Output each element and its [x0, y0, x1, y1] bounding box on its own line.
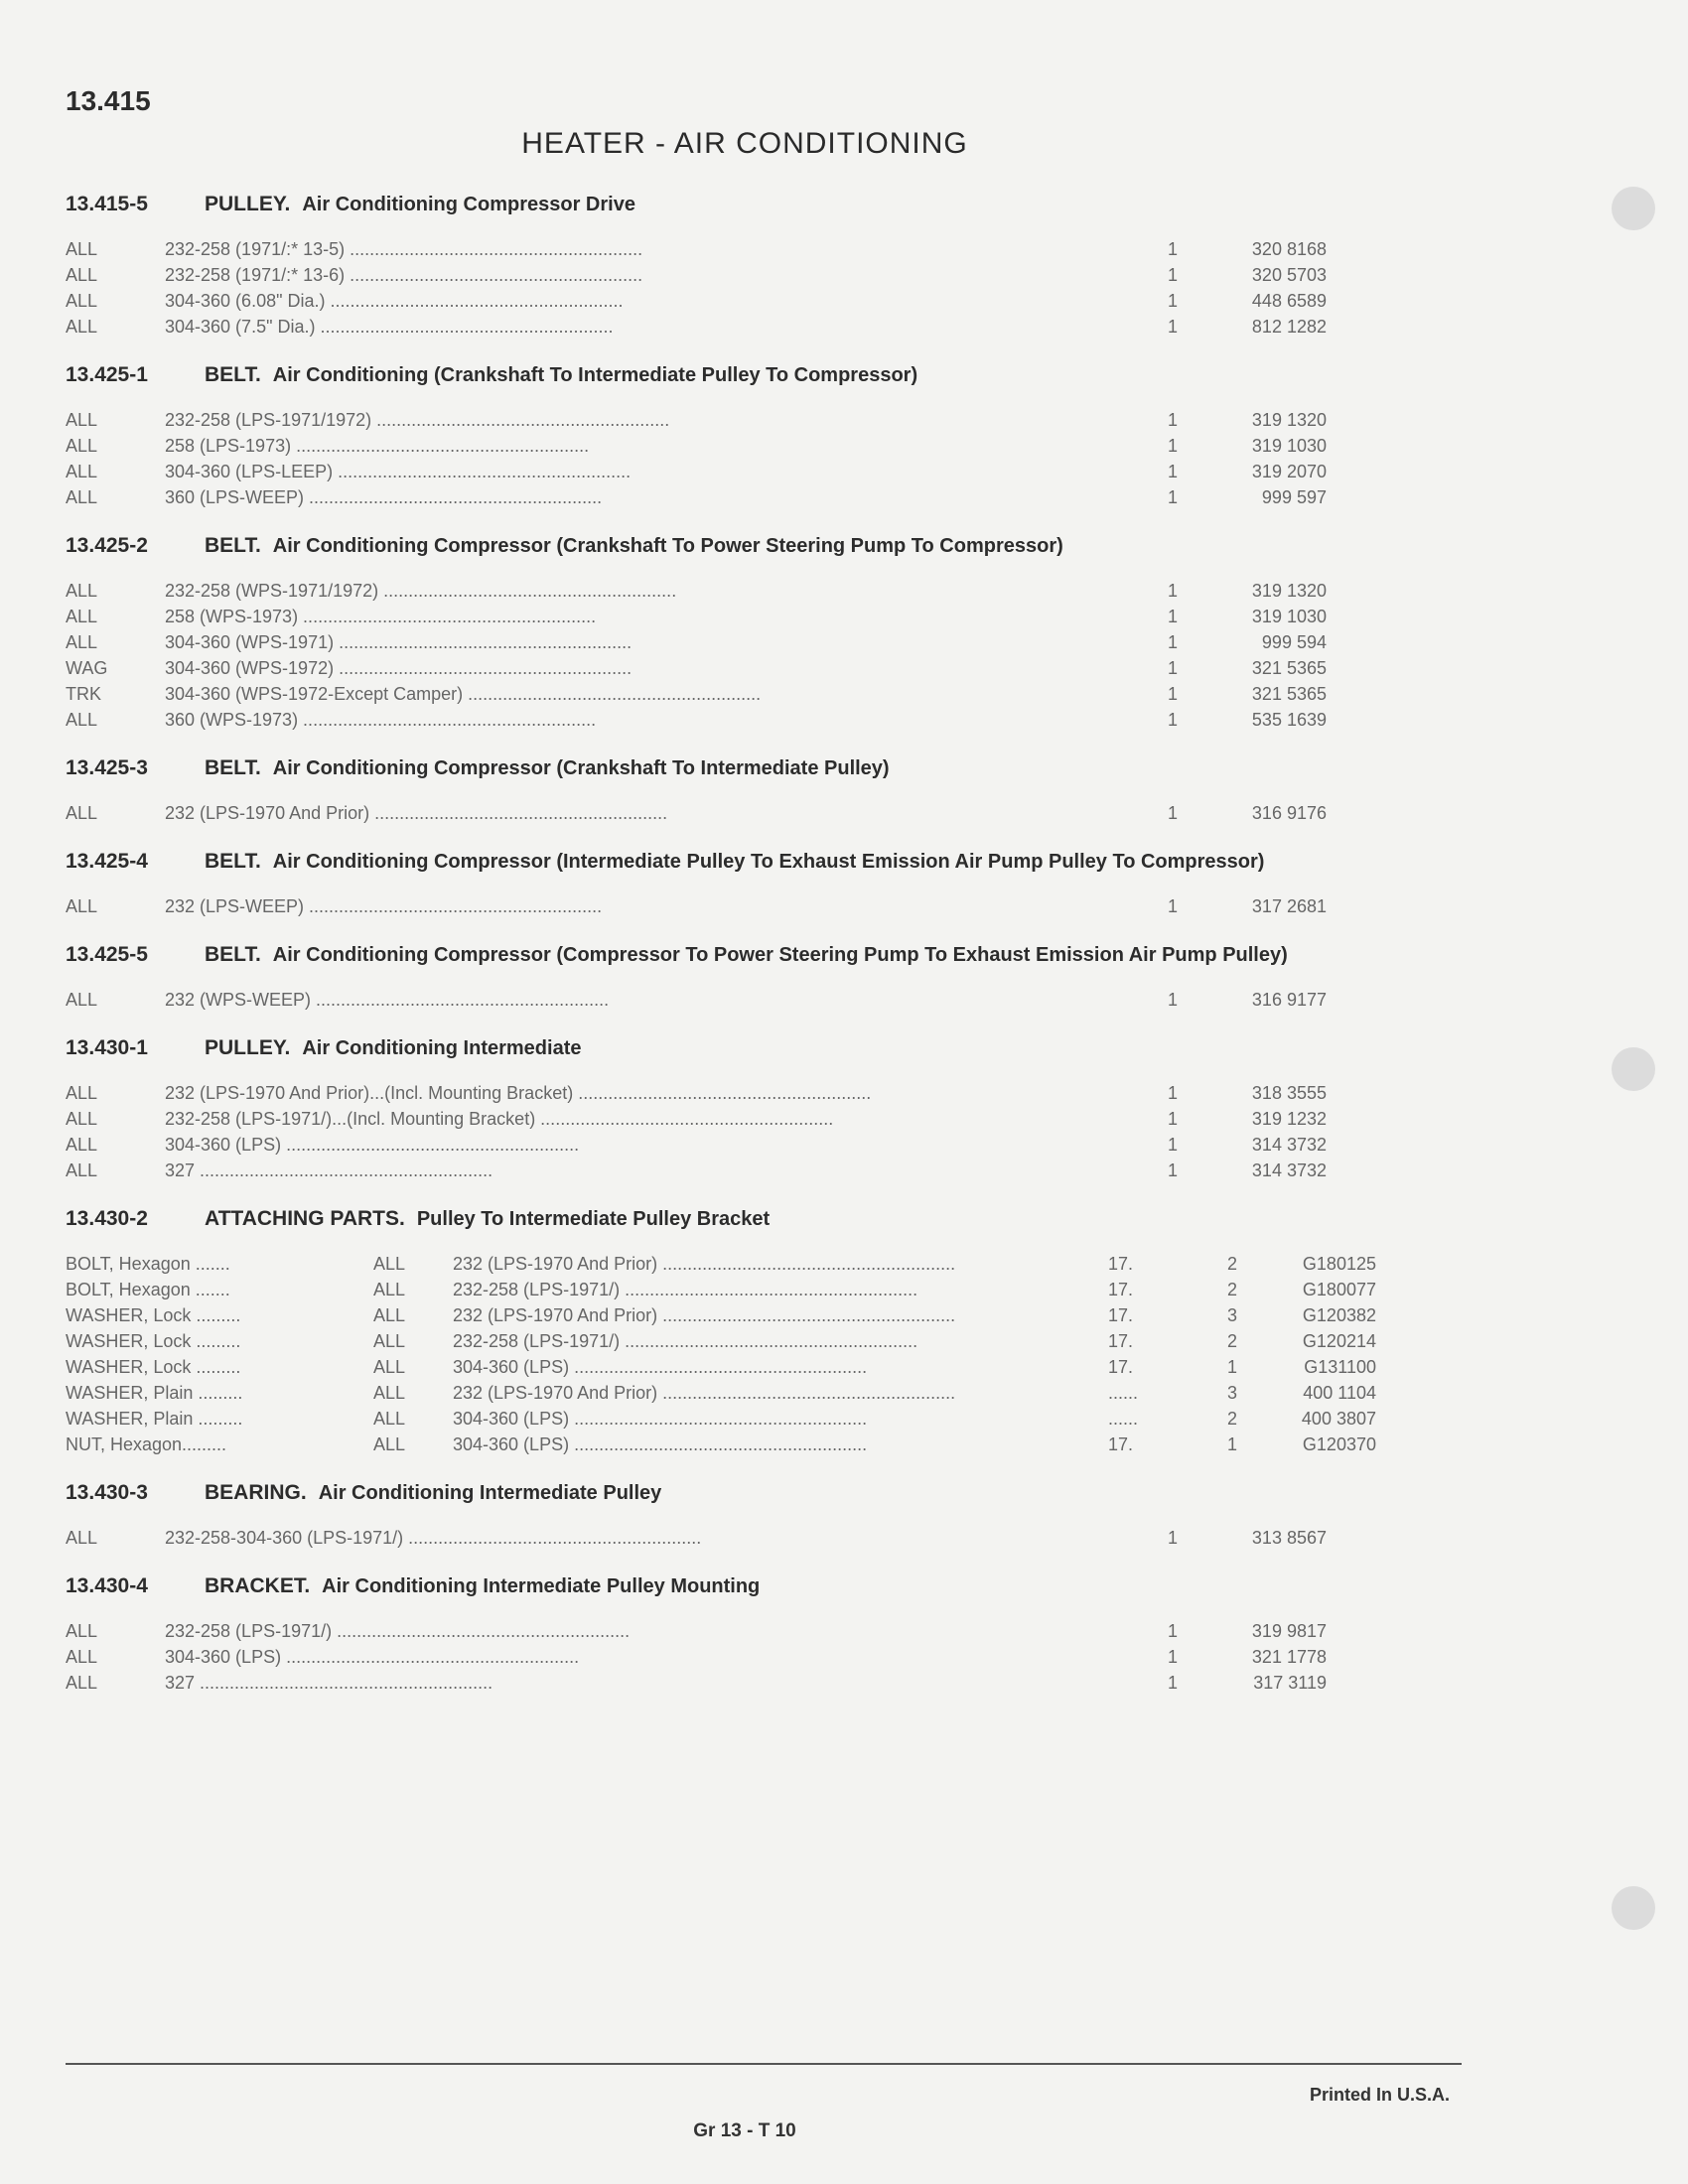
part-row [66, 629, 1396, 655]
model-description: 232 (LPS-1970 And Prior)...(Incl. Mounting Bracket) ........................................................... [165, 1083, 872, 1103]
part-number: 313 8567 [1251, 1528, 1327, 1548]
reference: 17. [1108, 1331, 1134, 1351]
part-number: 321 1778 [1251, 1647, 1327, 1667]
section-heading [66, 848, 1396, 876]
parts-section [66, 1479, 1396, 1551]
section-heading [66, 1205, 1396, 1233]
part-row [66, 314, 1396, 340]
part-row [66, 1644, 1396, 1670]
application: ALL [66, 1528, 98, 1548]
quantity: 1 [1167, 658, 1178, 678]
reference: ...... [1108, 1409, 1139, 1429]
section-name: BELT. [205, 850, 261, 873]
quantity: 1 [1167, 436, 1178, 456]
part-row [66, 800, 1396, 826]
application: ALL [66, 239, 98, 259]
part-number: 319 1030 [1251, 607, 1327, 626]
part-row [66, 1277, 1396, 1302]
quantity: 1 [1167, 684, 1178, 704]
part-number: 317 2681 [1251, 896, 1327, 916]
model-description: 232 (WPS-WEEP) ........................................................... [165, 990, 610, 1010]
section-number: 13.425-5 [66, 943, 148, 966]
application: ALL [66, 581, 98, 601]
item-name: BOLT, Hexagon ....... [66, 1280, 230, 1299]
quantity: 1 [1167, 317, 1178, 337]
punch-hole [1612, 1886, 1655, 1930]
section-heading-text [205, 1479, 661, 1507]
part-number: 318 3555 [1251, 1083, 1327, 1103]
quantity: 1 [1167, 803, 1178, 823]
application: ALL [373, 1305, 406, 1325]
item-name: WASHER, Plain ......... [66, 1409, 243, 1429]
quantity: 1 [1167, 632, 1178, 652]
section-name: BRACKET. [205, 1574, 311, 1597]
model-description: 232-258 (1971/:* 13-6) ........................................................... [165, 265, 643, 285]
part-number: 320 5703 [1251, 265, 1327, 285]
section-name: BELT. [205, 363, 261, 386]
section-description: Air Conditioning Compressor (Intermediate Pulley To Exhaust Emission Air Pump Pulley To Compressor) [272, 851, 1265, 873]
application: ALL [66, 436, 98, 456]
part-row [66, 707, 1396, 733]
section-description: Air Conditioning Intermediate Pulley Mounting [322, 1575, 761, 1597]
quantity: 1 [1167, 410, 1178, 430]
model-description: 304-360 (LPS) ........................................................... [453, 1409, 868, 1429]
section-heading [66, 754, 1396, 782]
quantity: 1 [1167, 265, 1178, 285]
part-row [66, 1432, 1396, 1457]
quantity: 1 [1167, 1647, 1178, 1667]
part-number: 400 1104 [1303, 1383, 1376, 1403]
model-description: 304-360 (LPS) ........................................................... [165, 1135, 580, 1155]
quantity: 1 [1167, 1621, 1178, 1641]
application: ALL [66, 990, 98, 1010]
part-number: 314 3732 [1251, 1160, 1327, 1180]
page-reference: Gr 13 - T 10 [693, 2120, 796, 2141]
application: ALL [66, 1135, 98, 1155]
part-number: 999 597 [1261, 487, 1327, 507]
part-number: 321 5365 [1251, 658, 1327, 678]
item-name: WASHER, Lock ......... [66, 1305, 241, 1325]
quantity: 2 [1226, 1254, 1237, 1274]
quantity: 1 [1167, 487, 1178, 507]
part-number: 319 1320 [1251, 410, 1327, 430]
model-description: 232-258 (LPS-1971/) ........................................................... [453, 1331, 918, 1351]
section-heading [66, 191, 1396, 218]
part-row [66, 484, 1396, 510]
application: ALL [66, 1673, 98, 1693]
quantity: 2 [1226, 1280, 1237, 1299]
reference: ...... [1108, 1383, 1139, 1403]
section-description: Air Conditioning Compressor (Crankshaft To Intermediate Pulley) [272, 757, 890, 779]
application: ALL [373, 1383, 406, 1403]
model-description: 304-360 (LPS) ........................................................... [165, 1647, 580, 1667]
part-number: 319 9817 [1251, 1621, 1327, 1641]
application: ALL [66, 632, 98, 652]
part-row [66, 1251, 1396, 1277]
model-description: 232-258 (LPS-1971/1972) ........................................................... [165, 410, 670, 430]
application: ALL [373, 1357, 406, 1377]
model-description: 360 (LPS-WEEP) ........................................................... [165, 487, 603, 507]
model-description: 232 (LPS-1970 And Prior) ........................................................... [165, 803, 668, 823]
section-heading-text [205, 191, 635, 218]
part-row [66, 1406, 1396, 1432]
quantity: 1 [1167, 1528, 1178, 1548]
application: ALL [373, 1409, 406, 1429]
page-title: HEATER - AIR CONDITIONING [521, 127, 968, 160]
section-heading [66, 1479, 1396, 1507]
section-heading [66, 941, 1396, 969]
section-heading-text [205, 941, 1288, 969]
parts-list [66, 191, 1396, 1717]
quantity: 1 [1167, 990, 1178, 1010]
application: ALL [66, 803, 98, 823]
quantity: 1 [1167, 1083, 1178, 1103]
application: ALL [66, 410, 98, 430]
application: ALL [66, 487, 98, 507]
section-heading-text [205, 1205, 770, 1233]
model-description: 304-360 (WPS-1971) ........................................................... [165, 632, 633, 652]
part-row [66, 262, 1396, 288]
model-description: 258 (LPS-1973) ........................................................... [165, 436, 590, 456]
section-description: Air Conditioning Compressor (Crankshaft To Power Steering Pump To Compressor) [272, 535, 1063, 557]
application: ALL [66, 1621, 98, 1641]
application: TRK [66, 684, 101, 704]
reference: 17. [1108, 1305, 1134, 1325]
section-name: BELT. [205, 756, 261, 779]
part-number: 812 1282 [1251, 317, 1327, 337]
part-number: G180077 [1302, 1280, 1376, 1299]
section-name: PULLEY. [205, 1036, 291, 1059]
model-description: 232 (LPS-1970 And Prior) ........................................................... [453, 1305, 956, 1325]
part-number: 320 8168 [1251, 239, 1327, 259]
part-row [66, 1354, 1396, 1380]
item-name: WASHER, Lock ......... [66, 1331, 241, 1351]
model-description: 232 (LPS-1970 And Prior) ........................................................... [453, 1383, 956, 1403]
section-name: BELT. [205, 534, 261, 557]
section-heading [66, 1572, 1396, 1600]
application: ALL [66, 896, 98, 916]
reference: 17. [1108, 1357, 1134, 1377]
section-number: 13.425-4 [66, 850, 148, 873]
printed-note: Printed In U.S.A. [1309, 2085, 1450, 2105]
part-row [66, 1670, 1396, 1696]
model-description: 360 (WPS-1973) ........................................................... [165, 710, 597, 730]
section-number: 13.425-3 [66, 756, 148, 779]
section-description: Pulley To Intermediate Pulley Bracket [416, 1208, 771, 1230]
model-description: 232 (LPS-WEEP) ........................................................... [165, 896, 603, 916]
application: ALL [66, 317, 98, 337]
page-number: 13.415 [66, 85, 151, 116]
reference: 17. [1108, 1434, 1134, 1454]
quantity: 3 [1226, 1305, 1237, 1325]
application: ALL [66, 291, 98, 311]
parts-section [66, 1205, 1396, 1457]
part-number: G120214 [1302, 1331, 1376, 1351]
item-name: NUT, Hexagon......... [66, 1434, 227, 1454]
quantity: 1 [1167, 1160, 1178, 1180]
part-row [66, 1328, 1396, 1354]
quantity: 1 [1167, 607, 1178, 626]
section-number: 13.430-4 [66, 1574, 148, 1597]
part-row [66, 893, 1396, 919]
section-number: 13.430-1 [66, 1036, 148, 1059]
parts-section [66, 532, 1396, 733]
part-number: 314 3732 [1251, 1135, 1327, 1155]
quantity: 1 [1167, 291, 1178, 311]
part-number: G120382 [1302, 1305, 1376, 1325]
part-number: 999 594 [1261, 632, 1327, 652]
section-heading-text [205, 532, 1063, 560]
model-description: 304-360 (WPS-1972-Except Camper) ........................................................... [165, 684, 762, 704]
model-description: 232 (LPS-1970 And Prior) ........................................................... [453, 1254, 956, 1274]
quantity: 1 [1167, 581, 1178, 601]
section-heading-text [205, 754, 890, 782]
section-heading-text [205, 1572, 760, 1600]
quantity: 3 [1226, 1383, 1237, 1403]
quantity: 1 [1167, 462, 1178, 481]
part-number: 321 5365 [1251, 684, 1327, 704]
part-row [66, 1618, 1396, 1644]
part-row [66, 236, 1396, 262]
application: ALL [66, 462, 98, 481]
part-number: 319 1232 [1251, 1109, 1327, 1129]
item-name: WASHER, Plain ......... [66, 1383, 243, 1403]
section-heading [66, 1034, 1396, 1062]
application: ALL [373, 1434, 406, 1454]
section-number: 13.430-3 [66, 1481, 148, 1504]
parts-section [66, 848, 1396, 919]
part-number: 316 9177 [1251, 990, 1327, 1010]
part-row [66, 1158, 1396, 1183]
application: ALL [373, 1254, 406, 1274]
part-row [66, 987, 1396, 1013]
application: ALL [66, 710, 98, 730]
section-number: 13.425-1 [66, 363, 148, 386]
section-name: BELT. [205, 943, 261, 966]
part-row [66, 1380, 1396, 1406]
model-description: 232-258 (LPS-1971/)...(Incl. Mounting Bracket) ........................................................... [165, 1109, 834, 1129]
section-heading [66, 361, 1396, 389]
part-number: 317 3119 [1253, 1673, 1327, 1693]
part-row [66, 1302, 1396, 1328]
application: ALL [66, 1083, 98, 1103]
part-row [66, 288, 1396, 314]
section-heading [66, 532, 1396, 560]
model-description: 304-360 (WPS-1972) ........................................................... [165, 658, 633, 678]
part-row [66, 459, 1396, 484]
application: ALL [373, 1280, 406, 1299]
model-description: 232-258 (LPS-1971/) ........................................................... [453, 1280, 918, 1299]
quantity: 1 [1167, 1135, 1178, 1155]
part-number: G180125 [1302, 1254, 1376, 1274]
application: WAG [66, 658, 108, 678]
model-description: 304-360 (6.08" Dia.) ........................................................... [165, 291, 624, 311]
parts-section [66, 754, 1396, 826]
section-description: Air Conditioning (Crankshaft To Intermediate Pulley To Compressor) [272, 364, 918, 386]
punch-hole [1612, 187, 1655, 230]
model-description: 232-258 (WPS-1971/1972) ........................................................... [165, 581, 677, 601]
application: ALL [373, 1331, 406, 1351]
part-row [66, 655, 1396, 681]
reference: 17. [1108, 1254, 1134, 1274]
footer-rule [66, 2063, 1462, 2065]
application: ALL [66, 607, 98, 626]
section-name: PULLEY. [205, 193, 291, 215]
quantity: 1 [1167, 239, 1178, 259]
model-description: 327 ........................................................... [165, 1160, 493, 1180]
model-description: 258 (WPS-1973) ........................................................... [165, 607, 597, 626]
model-description: 304-360 (LPS) ........................................................... [453, 1357, 868, 1377]
quantity: 2 [1226, 1331, 1237, 1351]
quantity: 1 [1226, 1357, 1237, 1377]
item-name: BOLT, Hexagon ....... [66, 1254, 230, 1274]
section-description: Air Conditioning Compressor Drive [302, 194, 635, 215]
section-number: 13.430-2 [66, 1207, 148, 1230]
application: ALL [66, 1109, 98, 1129]
part-row [66, 1132, 1396, 1158]
part-number: 319 2070 [1251, 462, 1327, 481]
model-description: 304-360 (7.5" Dia.) ........................................................... [165, 317, 614, 337]
item-name: WASHER, Lock ......... [66, 1357, 241, 1377]
section-heading-text [205, 848, 1264, 876]
part-number: 535 1639 [1251, 710, 1327, 730]
part-row [66, 1106, 1396, 1132]
section-name: ATTACHING PARTS. [205, 1207, 405, 1230]
quantity: 1 [1167, 1109, 1178, 1129]
part-row [66, 578, 1396, 604]
part-number: 316 9176 [1251, 803, 1327, 823]
section-heading-text [205, 1034, 581, 1062]
part-number: 448 6589 [1251, 291, 1327, 311]
punch-hole [1612, 1047, 1655, 1091]
part-row [66, 604, 1396, 629]
part-row [66, 1080, 1396, 1106]
reference: 17. [1108, 1280, 1134, 1299]
model-description: 304-360 (LPS-LEEP) ........................................................... [165, 462, 632, 481]
quantity: 2 [1226, 1409, 1237, 1429]
model-description: 327 ........................................................... [165, 1673, 493, 1693]
model-description: 232-258-304-360 (LPS-1971/) ........................................................... [165, 1528, 702, 1548]
section-number: 13.425-2 [66, 534, 148, 557]
part-row [66, 407, 1396, 433]
part-number: 319 1030 [1251, 436, 1327, 456]
model-description: 304-360 (LPS) ........................................................... [453, 1434, 868, 1454]
section-description: Air Conditioning Intermediate Pulley [318, 1482, 662, 1504]
part-row [66, 433, 1396, 459]
section-description: Air Conditioning Compressor (Compressor To Power Steering Pump To Exhaust Emission Air Pump Pulley) [272, 944, 1288, 966]
parts-section [66, 191, 1396, 340]
model-description: 232-258 (1971/:* 13-5) ........................................................... [165, 239, 643, 259]
part-number: G131100 [1304, 1357, 1376, 1377]
application: ALL [66, 265, 98, 285]
part-row [66, 1525, 1396, 1551]
parts-section [66, 1034, 1396, 1183]
part-row [66, 681, 1396, 707]
quantity: 1 [1167, 710, 1178, 730]
parts-section [66, 361, 1396, 510]
application: ALL [66, 1647, 98, 1667]
quantity: 1 [1167, 1673, 1178, 1693]
part-number: G120370 [1302, 1434, 1376, 1454]
section-number: 13.415-5 [66, 193, 148, 215]
part-number: 400 3807 [1301, 1409, 1376, 1429]
section-heading-text [205, 361, 917, 389]
application: ALL [66, 1160, 98, 1180]
section-description: Air Conditioning Intermediate [302, 1037, 582, 1059]
quantity: 1 [1167, 896, 1178, 916]
model-description: 232-258 (LPS-1971/) ........................................................... [165, 1621, 631, 1641]
part-number: 319 1320 [1251, 581, 1327, 601]
quantity: 1 [1226, 1434, 1237, 1454]
parts-section [66, 941, 1396, 1013]
parts-section [66, 1572, 1396, 1696]
section-name: BEARING. [205, 1481, 307, 1504]
